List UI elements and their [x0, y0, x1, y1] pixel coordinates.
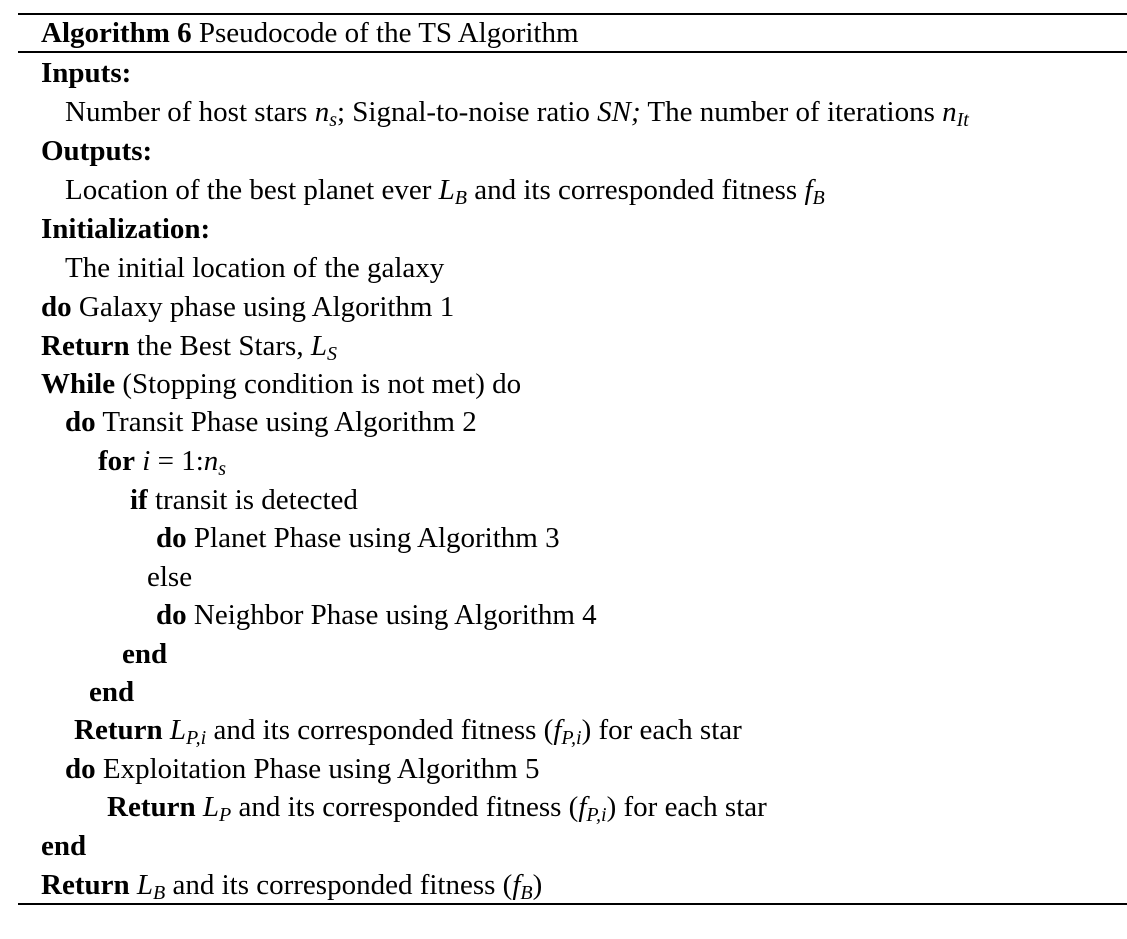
algorithm-title	[41, 16, 579, 50]
var-n: n	[203, 445, 219, 477]
kw-for: for	[98, 445, 136, 477]
inputs-text: The number of iterations	[640, 96, 943, 128]
else-branch: else	[147, 561, 193, 593]
step-text: Transit Phase using Algorithm 2	[95, 406, 477, 438]
step-text: and its corresponded fitness (	[165, 869, 513, 901]
sub-pi: P,i	[561, 727, 582, 749]
sub-b: B	[520, 882, 533, 904]
initialization-text: The initial location of the galaxy	[65, 252, 445, 284]
kw-do: do	[65, 753, 96, 785]
var-sn: SN;	[597, 96, 641, 128]
top-rule	[18, 13, 1127, 15]
if-condition	[130, 483, 358, 517]
galaxy-step	[41, 290, 454, 324]
var-l: L	[202, 791, 219, 823]
neighbor-step	[156, 598, 597, 632]
return-best-stars	[41, 329, 337, 363]
end-for: end	[89, 676, 135, 708]
var-l: L	[438, 174, 455, 206]
sub-p: P	[219, 804, 232, 826]
var-f: f	[553, 714, 562, 746]
for-loop	[98, 444, 226, 478]
outputs-text: Location of the best planet ever	[65, 174, 439, 206]
step-text: the Best Stars,	[129, 330, 311, 362]
outputs-text: and its corresponded fitness	[467, 174, 805, 206]
var-f: f	[804, 174, 813, 206]
var-n: n	[314, 96, 330, 128]
sub-b: B	[812, 187, 825, 209]
step-text: Planet Phase using Algorithm 3	[186, 522, 560, 554]
step-text: (Stopping condition is not met) do	[115, 368, 522, 400]
sub-it: It	[956, 109, 969, 131]
sub-pi: P,i	[186, 727, 207, 749]
inputs-text: Number of host stars	[65, 96, 315, 128]
sub-s: s	[329, 109, 337, 131]
header-rule	[18, 51, 1127, 53]
algorithm-number: Algorithm 6	[41, 17, 192, 49]
planet-step	[156, 521, 560, 555]
kw-do: do	[65, 406, 96, 438]
sub-s: s	[218, 458, 227, 480]
sub-pi: P,i	[586, 804, 607, 826]
kw-do: do	[156, 522, 187, 554]
step-text: ) for each star	[606, 791, 767, 823]
step-text: Galaxy phase using Algorithm 1	[71, 291, 455, 323]
inputs-text: ; Signal-to-noise ratio	[336, 96, 598, 128]
initialization-label: Initialization:	[41, 213, 211, 245]
end-if: end	[122, 638, 168, 670]
kw-if: if	[130, 484, 148, 516]
step-text: Exploitation Phase using Algorithm 5	[95, 753, 540, 785]
transit-step	[65, 405, 477, 439]
return-planet-fitness	[74, 713, 742, 747]
kw-return: Return	[41, 330, 130, 362]
inputs-line	[65, 95, 969, 129]
outputs-label: Outputs:	[41, 135, 153, 167]
step-text: transit is detected	[147, 484, 358, 516]
inputs-label: Inputs:	[41, 57, 132, 89]
var-l: L	[169, 714, 186, 746]
return-best-fitness	[41, 868, 542, 902]
var-l: L	[136, 869, 153, 901]
kw-do: do	[41, 291, 72, 323]
step-text: Neighbor Phase using Algorithm 4	[186, 599, 597, 631]
step-text: = 1:	[150, 445, 204, 477]
kw-return: Return	[107, 791, 196, 823]
exploitation-step	[65, 752, 540, 786]
sub-s-upper: S	[327, 343, 337, 365]
var-f: f	[578, 791, 587, 823]
sub-b: B	[153, 882, 166, 904]
var-i: i	[142, 445, 151, 477]
bottom-rule	[18, 903, 1127, 905]
kw-do: do	[156, 599, 187, 631]
step-text: )	[532, 869, 543, 901]
var-l: L	[310, 330, 327, 362]
var-f: f	[512, 869, 521, 901]
step-text: and its corresponded fitness (	[231, 791, 579, 823]
kw-while: While	[41, 368, 116, 400]
kw-return: Return	[74, 714, 163, 746]
kw-return: Return	[41, 869, 130, 901]
end-while: end	[41, 830, 87, 862]
while-loop	[41, 367, 521, 401]
var-n: n	[942, 96, 957, 128]
step-text: and its corresponded fitness (	[206, 714, 554, 746]
sub-b: B	[454, 187, 467, 209]
algorithm-caption: Pseudocode of the TS Algorithm	[191, 17, 579, 49]
return-exploitation-fitness	[107, 790, 767, 824]
step-text: ) for each star	[581, 714, 742, 746]
outputs-line	[65, 173, 825, 207]
